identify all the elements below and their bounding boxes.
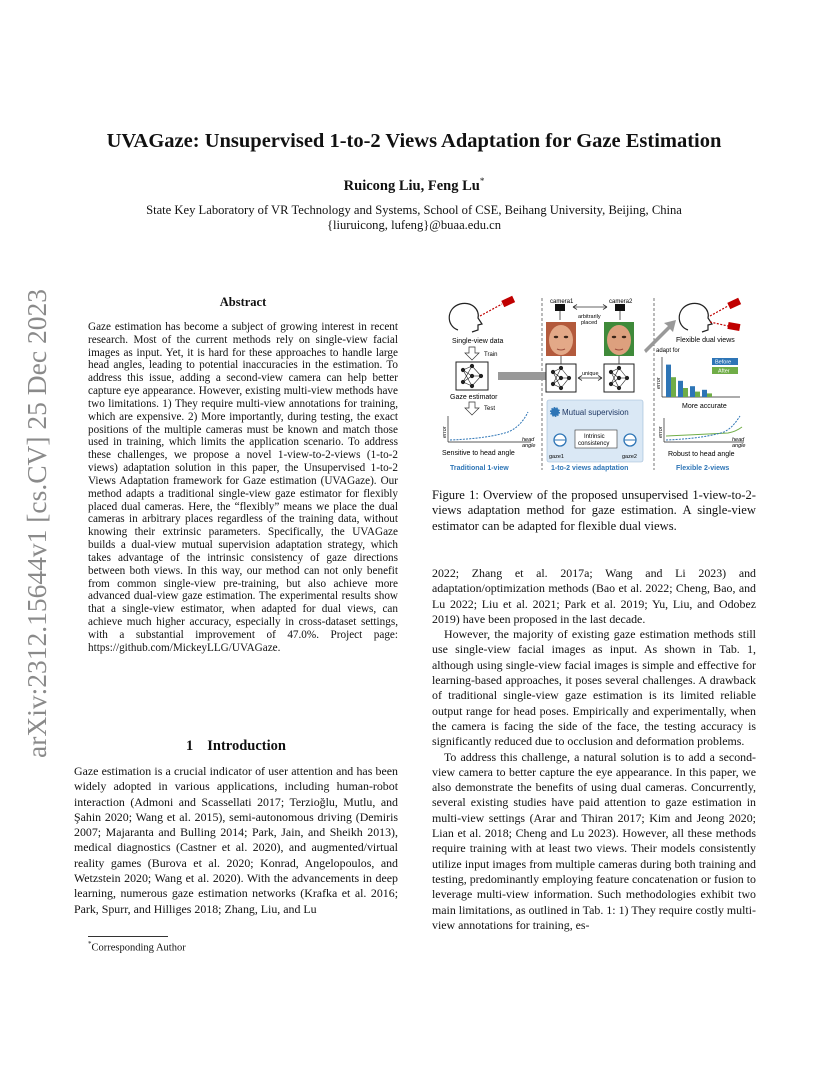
label-intrinsic: Intrinsic (584, 434, 605, 440)
camera-icon (727, 322, 740, 331)
label-unique: unique (582, 371, 599, 377)
accuracy-bar-chart (656, 357, 740, 397)
intro-paragraph: To address this challenge, a natural solution is to add a second-view camera to better capture the eye appearance. In this paper, we also demonstrate the benefits of using dual cameras. Concurrently, several existing studies have paid attention to gaze estimation in multi-view settings (Arar and Thiran 2017; Kim and Jeong 2020; Lian et al. 2018; Cheng and Lu 2023). However, all these methods require training with at least two views. Their models consistently utilize input images from multiple cameras during both training and testing, predominantly employing feature concatenation or fusion to leverage multi-view information. Such methodologies exhibit two main limitations, as outlined in Tab. 1: 1) They require costly multi-view annotations for training, es- (432, 749, 756, 932)
section-heading (74, 738, 398, 755)
label-consistency: consistency (578, 441, 610, 447)
camera2-icon (615, 304, 625, 311)
bar-before (678, 381, 683, 397)
abstract-heading: Abstract (219, 295, 267, 309)
label-flexible-2: Flexible 2-views (676, 465, 730, 472)
label-angle: angle (522, 443, 536, 449)
corresponding-mark: * (479, 176, 485, 186)
bar-before (666, 365, 671, 397)
arxiv-side-stamp (4, 280, 64, 760)
figure-caption: Figure 1: Overview of the proposed unsupervised 1-view-to-2-views adaptation method for gaze estimation. A single-view estimator can be adapted for flexible dual views. (432, 488, 756, 533)
bar-before (702, 390, 707, 397)
label-single-view-data: Single-view data (452, 338, 504, 345)
label-error: error (656, 377, 662, 389)
error-plot-left (442, 412, 535, 449)
down-arrow-icon (465, 402, 479, 415)
face-image-view1 (546, 322, 576, 356)
label-placed: placed (581, 320, 598, 326)
email: {liuruicong, lufeng}@buaa.edu.cn (326, 218, 502, 232)
label-gaze1: gaze1 (549, 454, 564, 460)
label-test: Test (484, 406, 496, 412)
gaze-ray (710, 306, 728, 316)
label-more-accurate: More accurate (682, 403, 727, 410)
footnote (88, 940, 186, 954)
intro-right-column (432, 566, 756, 933)
label-gaze2: gaze2 (622, 454, 637, 460)
label-traditional: Traditional 1-view (450, 465, 509, 472)
camera1-icon (555, 304, 565, 311)
legend-after: After (718, 368, 730, 375)
bar-before (690, 386, 695, 397)
footnote-text: Corresponding Author (91, 942, 186, 954)
section-number: 1 (186, 738, 194, 754)
author-names: Ruicong Liu, Feng Lu (343, 177, 480, 194)
label-sensitive: Sensitive to head angle (442, 450, 515, 457)
label-head: head (522, 437, 535, 443)
down-arrow-icon (465, 347, 479, 360)
label-adaptation: 1-to-2 views adaptation (551, 465, 629, 472)
arxiv-id: arXiv:2312.15644v1 [cs.CV] 25 Dec 2023 (21, 289, 52, 758)
camera-icon (501, 296, 515, 307)
label-camera2: camera2 (609, 299, 633, 305)
label-arbitrarily: arbitrarily (578, 314, 601, 320)
label-angle: angle (732, 443, 746, 449)
head-silhouette-icon (679, 303, 712, 332)
authors (40, 176, 788, 195)
figure-1 (436, 292, 756, 476)
label-train: Train (484, 352, 498, 358)
camera-icon (727, 298, 741, 309)
double-arrow-icon (573, 305, 607, 310)
gear-icon (551, 408, 559, 416)
label-adapt-for: adapt for (656, 348, 680, 354)
head-silhouette-icon (449, 303, 482, 332)
label-camera1: camera1 (550, 299, 574, 305)
label-robust: Robust to head angle (668, 451, 735, 458)
bar-after (683, 388, 688, 397)
footnote-mark: * (88, 940, 92, 948)
bar-after (707, 393, 712, 397)
intro-paragraph: However, the majority of existing gaze estimation methods still use single-view facial images as input. As shown in Tab. 1, although using single-view facial images is simple and effective for learning-based approaches, it poses several challenges. A drawback of traditional single-view gaze estimation is its limited reliable output range for head poses. Empirically and experimentally, when the camera is facing the side of the face, the testing accuracy is significantly reduced due to occlusion and deformation problems. (432, 627, 756, 749)
gaze-ray (480, 304, 502, 316)
intro-paragraph: 2022; Zhang et al. 2017a; Wang and Li 2023) and adaptation/optimization methods (Bao et al. 2022; Cheng, Bao, and Lu 2022; Liu et al. 2021; Park et al. 2019; Yu, Liu, and Odobez 2019) have been proposed in the last decade. (432, 566, 756, 626)
bar-after (671, 377, 676, 397)
intro-paragraph-left: Gaze estimation is a crucial indicator of user attention and has been widely adopted in various applications, including human-robot interaction (Admoni and Scassellati 2017; Terzioğlu, Mutlu, and Şahin 2020; Wang et al. 2015), semi-autonomous driving (Demiris 2007; Majaranta and Bulling 2014; Park, Jain, and Sheikh 2013), medical diagnostics (Castner et al. 2020), and augmented/virtual reality games (Burova et al. 2020; Konrad, Angelopoulos, and Wetzstein 2020; Wang et al. 2020). With the advancements in deep learning, numerous gaze estimation networks (Krafka et al. 2016; Park, Spurr, and Hilliges 2018; Zhang, Liu, and Lu (74, 764, 398, 916)
face-image-view2 (604, 322, 634, 356)
label-mutual-supervision: Mutual supervision (562, 408, 629, 417)
label-error: error (442, 426, 448, 438)
legend-before: Before (715, 359, 732, 366)
affiliation: State Key Laboratory of VR Technology and Systems, School of CSE, Beihang University, Beijing, China (146, 203, 682, 217)
bar-after (695, 392, 700, 397)
label-error: error (658, 426, 664, 438)
error-plot-right (658, 416, 745, 449)
section-title: Introduction (207, 738, 286, 754)
label-flexible-dual: Flexible dual views (676, 337, 735, 344)
label-gaze-estimator: Gaze estimator (450, 394, 498, 401)
footnote-rule (88, 936, 168, 937)
label-head: head (732, 437, 745, 443)
paper-title: UVAGaze: Unsupervised 1-to-2 Views Adaptation for Gaze Estimation (106, 130, 722, 152)
abstract-text: Gaze estimation has become a subject of growing interest in recent research. Most of the current methods rely on single-view facial images as input. Yet, it is hard for these approaches to handle large head angles, leading to potential inaccuracies in the estimation. To address this issue, adding a second-view camera can help better capture eye appearance. However, existing multi-view methods have two limitations. 1) They require multi-view annotations for training, which are expensive. 2) More importantly, during testing, the exact positions of the multiple cameras must be known and match those used in training, which limits the application scenario. To address these challenges, we propose a novel 1-view-to-2-views (1-to-2 views) adaptation solution in this paper, the Unsupervised 1-to-2 Views Adaptation framework for Gaze estimation (UVAGaze). Our method adapts a traditional single-view gaze estimator for flexibly placed dual cameras. Here, the “flexibly” means we place the dual cameras in arbitrary places regardless of the training data, without knowing their extrinsic parameters. Specifically, the UVAGaze builds a dual-view mutual supervision adaptation strategy, which takes advantage of the intrinsic consistency of gaze directions between both views. In this way, our method can not only benefit from common single-view pre-training, but also achieve more advanced dual-view gaze estimation. The experimental results show that a single-view estimator, when adapted for dual views, can achieve much higher accuracy, especially in cross-dataset settings, with a substantial improvement of 47.0%. Project page: https://github.com/MickeyLLG/UVAGaze. (88, 321, 398, 654)
